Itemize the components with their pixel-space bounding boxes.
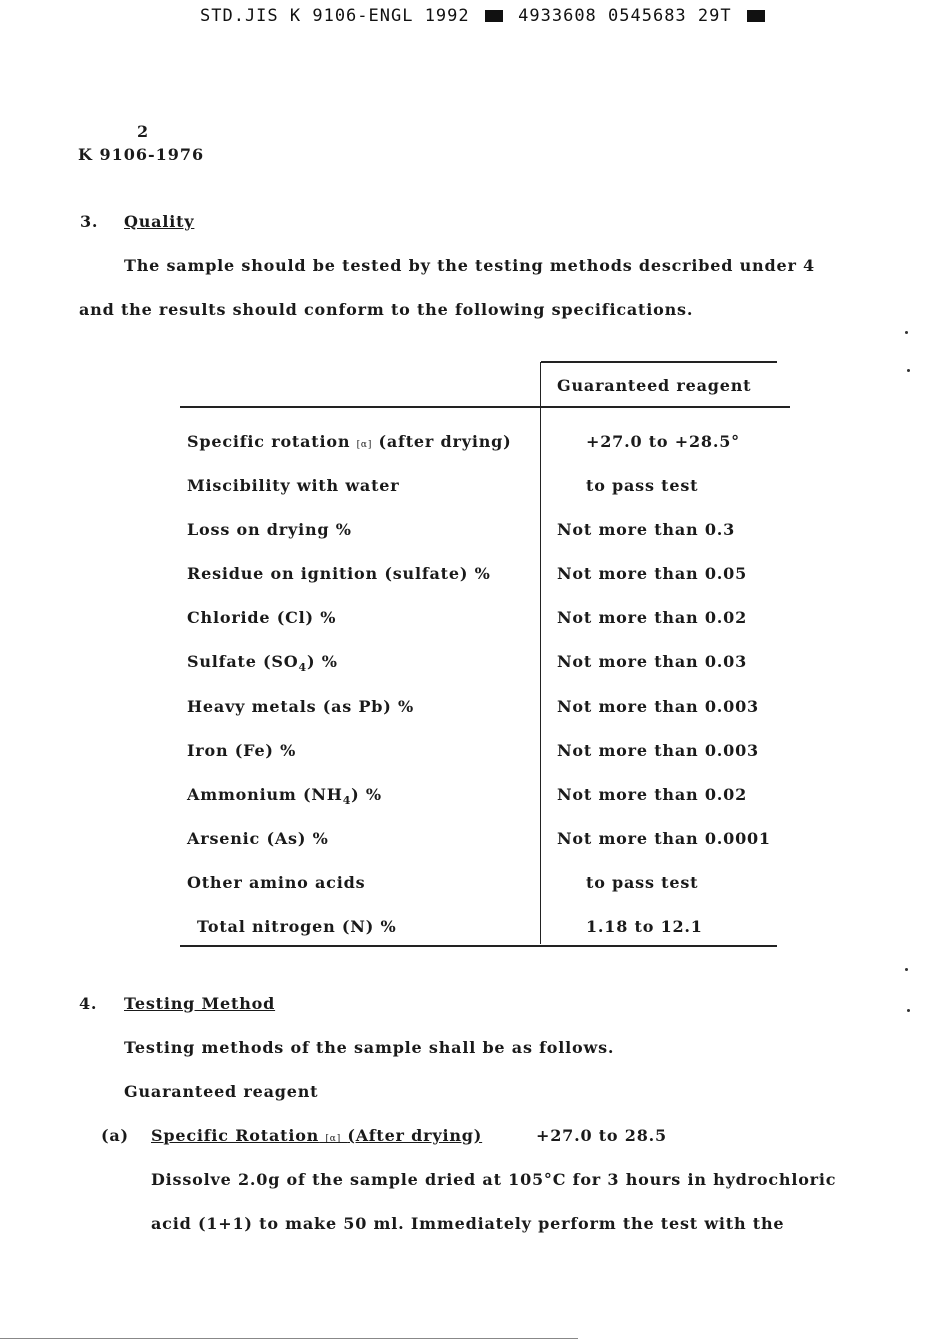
table-row-value: to pass test: [586, 476, 699, 495]
subsection-a-line-1: Dissolve 2.0g of the sample dried at 105°C for 3 hours in hydrochloric: [151, 1170, 837, 1189]
table-row-value: Not more than 0.003: [557, 697, 759, 716]
black-square-icon: [747, 10, 765, 22]
table-row-item: Miscibility with water: [187, 476, 400, 495]
stamp-right: 4933608 0545683 29T: [518, 6, 732, 26]
section-3-number: 3.: [80, 212, 99, 231]
table-row-item: Total nitrogen (N) %: [197, 917, 397, 936]
table-column-header: Guaranteed reagent: [557, 376, 752, 395]
table-row-item: Loss on drying %: [187, 520, 352, 539]
specific-rotation-symbol: [α]: [356, 440, 373, 450]
section-3-line-1: The sample should be tested by the testing methods described under 4: [124, 256, 815, 275]
section-4-title: Testing Method: [124, 994, 276, 1013]
stamp-left: STD.JIS K 9106-ENGL 1992: [200, 6, 470, 26]
standard-number: K 9106-1976: [78, 145, 205, 164]
scan-speck: [907, 1009, 910, 1012]
table-row-item: Specific rotation [α] (after drying): [187, 432, 512, 451]
section-3-title: Quality: [124, 212, 195, 231]
specific-rotation-symbol: [α]: [325, 1134, 342, 1144]
scan-speck: [905, 331, 908, 334]
table-row-item: Iron (Fe) %: [187, 741, 297, 760]
table-row-item: Other amino acids: [187, 873, 366, 892]
section-4-line-2: Guaranteed reagent: [124, 1082, 319, 1101]
table-row-value: Not more than 0.05: [557, 564, 748, 583]
table-column-divider: [540, 362, 541, 944]
table-row-item: Residue on ignition (sulfate) %: [187, 564, 491, 583]
table-row-value: Not more than 0.0001: [557, 829, 771, 848]
table-header-rule: [180, 406, 790, 408]
table-row-value: Not more than 0.3: [557, 520, 736, 539]
table-row-item: Heavy metals (as Pb) %: [187, 697, 415, 716]
table-bottom-rule: [180, 945, 777, 947]
table-row-value: 1.18 to 12.1: [586, 917, 703, 936]
table-row-value: Not more than 0.003: [557, 741, 759, 760]
scan-speck: [905, 968, 908, 971]
section-4-number: 4.: [79, 994, 98, 1013]
section-3-line-2: and the results should conform to the following specifications.: [79, 300, 694, 319]
table-top-rule: [541, 361, 777, 363]
table-row-item: Ammonium $(NH_4)$ %: [187, 785, 382, 808]
table-row-item: Sulfate $(SO_4)$ %: [187, 652, 338, 675]
subsection-a-label: (a): [101, 1126, 129, 1145]
table-row-value: Not more than 0.02: [557, 608, 748, 627]
table-row-item: Arsenic (As) %: [187, 829, 329, 848]
subsection-a-title: Specific Rotation [α] (After drying): [151, 1126, 483, 1145]
table-row-value: +27.0 to +28.5°: [586, 432, 740, 451]
table-row-value: to pass test: [586, 873, 699, 892]
subsection-a-line-2: acid (1+1) to make 50 ml. Immediately perform the test with the: [151, 1214, 785, 1233]
section-4-line-1: Testing methods of the sample shall be as follows.: [124, 1038, 615, 1057]
black-square-icon: [485, 10, 503, 22]
table-row-item: Chloride (Cl) %: [187, 608, 337, 627]
table-row-value: Not more than 0.02: [557, 785, 748, 804]
subsection-a-spec: +27.0 to 28.5: [536, 1126, 667, 1145]
table-row-value: Not more than 0.03: [557, 652, 748, 671]
footer-rule: [0, 1338, 578, 1339]
page-number: 2: [137, 122, 150, 141]
document-stamp-header: [200, 6, 769, 26]
scan-speck: [907, 369, 910, 372]
